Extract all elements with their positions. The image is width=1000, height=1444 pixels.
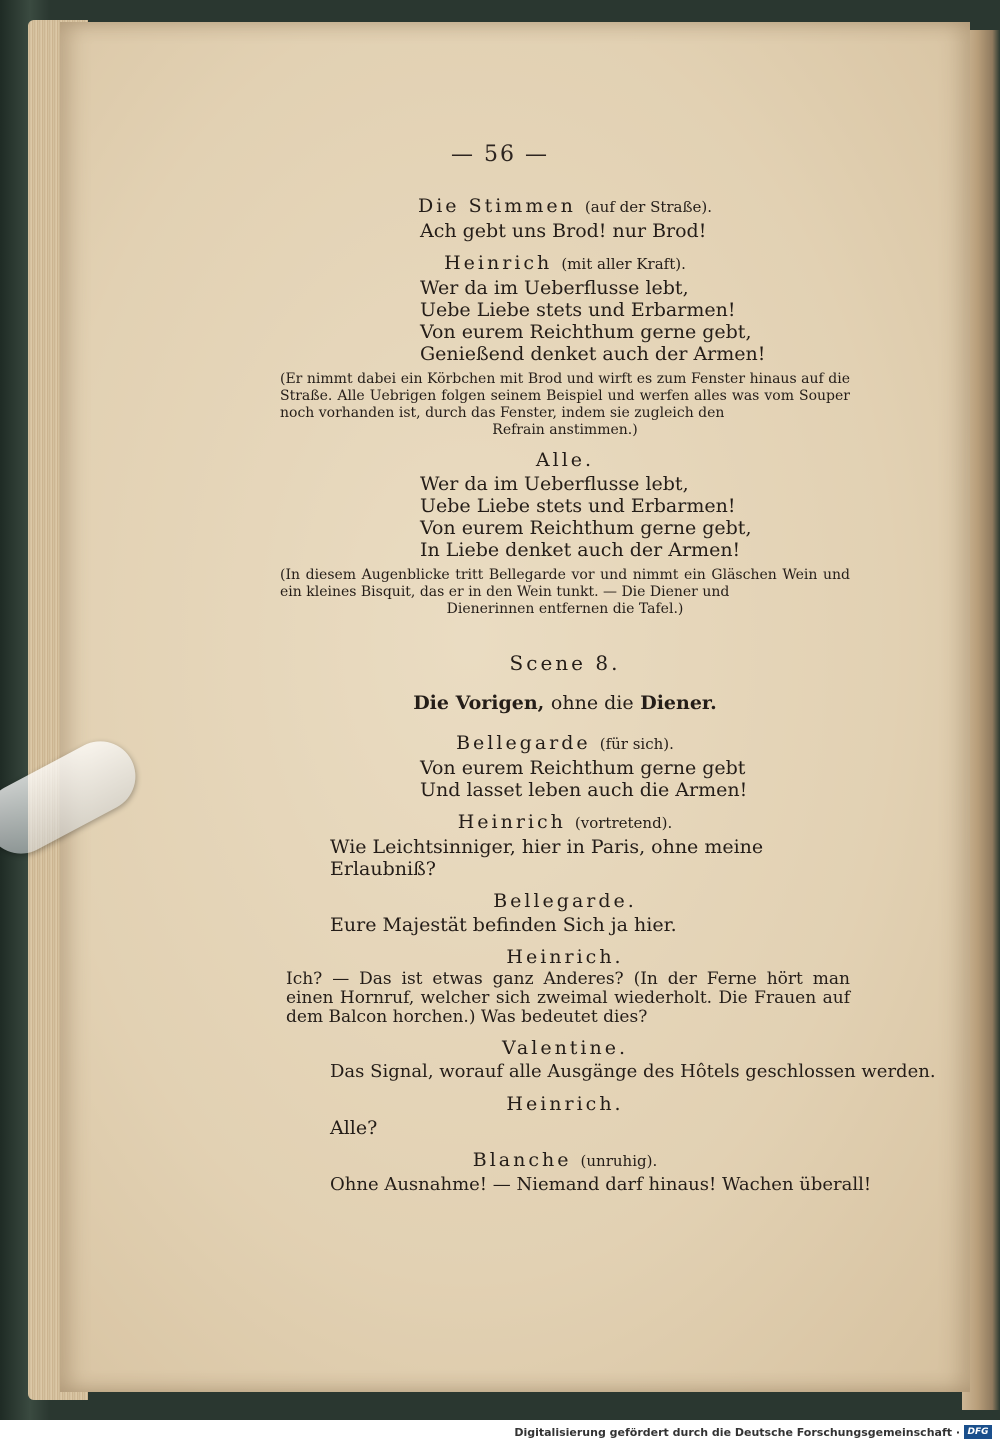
cast-text: ohne die: [550, 692, 634, 714]
dfg-logo-icon: DFG: [964, 1425, 992, 1439]
speaker-heading: [280, 252, 850, 275]
stage-text: (In diesem Augenblicke tritt Bellegarde vor und nimmt ein Gläschen Wein und ein kleines Bisquit, das er in den Wein tunkt. — Die Diener und: [280, 567, 850, 600]
cast-bold-2: Diener.: [640, 692, 717, 714]
footer-credit: Digitalisierung gefördert durch die Deutsche Forschungsgemeinschaft ·: [514, 1426, 960, 1439]
scene-title: Scene 8.: [509, 651, 621, 675]
page-content: [280, 185, 936, 1196]
speaker-name: Valentine.: [501, 1037, 629, 1059]
verse-block: [420, 277, 850, 365]
stage-direction: (vortretend).: [574, 814, 673, 832]
dialogue-line: Alle?: [330, 1117, 378, 1139]
footer-bar: [0, 1420, 1000, 1444]
verse-line: Von eurem Reichthum gerne gebt,: [420, 517, 752, 539]
dialogue-line: Das Signal, worauf alle Ausgänge des Hôtels geschlossen werden.: [330, 1061, 936, 1082]
verse-line: Uebe Liebe stets und Erbarmen!: [420, 299, 736, 321]
speaker-heading: [280, 449, 850, 471]
stage-text-last: Dienerinnen entfernen die Tafel.): [446, 601, 684, 617]
speaker-name: Heinrich: [444, 252, 553, 274]
speaker-name: Bellegarde: [456, 732, 591, 754]
stage-direction: (für sich).: [599, 735, 674, 753]
speaker-heading: [280, 1037, 850, 1059]
verse-line: Von eurem Reichthum gerne gebt: [420, 757, 746, 779]
speaker-name: Heinrich: [457, 811, 566, 833]
speaker-name: Alle.: [535, 449, 595, 471]
speaker-heading: [280, 946, 850, 968]
stage-direction: (unruhig).: [580, 1152, 658, 1170]
speaker-name: Die Stimmen: [417, 195, 576, 217]
dialogue-line: Ohne Ausnahme! — Niemand darf hinaus! Wachen überall!: [330, 1174, 872, 1195]
speaker-name: Blanche: [472, 1149, 572, 1171]
speaker-name: Heinrich.: [506, 946, 624, 968]
scene-cast: [280, 692, 850, 714]
speaker-heading: [280, 732, 850, 755]
verse-block: [420, 220, 850, 242]
stage-direction: (mit aller Kraft).: [561, 255, 686, 273]
dialogue-line: Wie Leichtsinniger, hier in Paris, ohne meine Erlaubniß?: [330, 836, 764, 880]
dialogue-line: Eure Majestät befinden Sich ja hier.: [330, 914, 677, 936]
verse-line: Wer da im Ueberflusse lebt,: [420, 277, 689, 299]
stage-text: (Er nimmt dabei ein Körbchen mit Brod und wirft es zum Fenster hinaus auf die Straße. Alle Uebrigen folgen seinem Beispiel und werfen alles was vom Souper noch vorhanden ist, durch das Fenster, indem sie zugleich den: [280, 371, 850, 421]
verse-block: [420, 757, 850, 801]
speaker-heading: [280, 1093, 850, 1115]
verse-line: Wer da im Ueberflusse lebt,: [420, 473, 689, 495]
verse-block: [420, 473, 850, 561]
speaker-heading: [280, 890, 850, 912]
verse-line: Uebe Liebe stets und Erbarmen!: [420, 495, 736, 517]
stage-text-last: Refrain anstimmen.): [492, 422, 638, 438]
verse-line: In Liebe denket auch der Armen!: [420, 539, 741, 561]
speaker-heading: [280, 811, 850, 834]
speaker-heading: [280, 195, 850, 218]
verse-line: Genießend denket auch der Armen!: [420, 343, 766, 365]
speaker-name: Heinrich.: [506, 1093, 624, 1115]
speaker-name: Bellegarde.: [493, 890, 637, 912]
verse-line: Und lasset leben auch die Armen!: [420, 779, 748, 801]
page-number: — 56 —: [451, 142, 549, 167]
verse-line: Ach gebt uns Brod! nur Brod!: [420, 220, 707, 242]
dialogue-paragraph: Ich? — Das ist etwas ganz Anderes? (In der Ferne hört man einen Hornruf, welcher sich zweimal wiederholt. Die Frauen auf dem Balcon horchen.) Was bedeutet dies?: [286, 969, 850, 1027]
verse-line: Von eurem Reichthum gerne gebt,: [420, 321, 752, 343]
cast-bold: Die Vorigen,: [413, 692, 545, 714]
stage-direction-paragraph: [280, 567, 850, 618]
stage-direction: (auf der Straße).: [584, 198, 713, 216]
stage-direction-paragraph: [280, 371, 850, 439]
speaker-heading: [280, 1149, 850, 1172]
